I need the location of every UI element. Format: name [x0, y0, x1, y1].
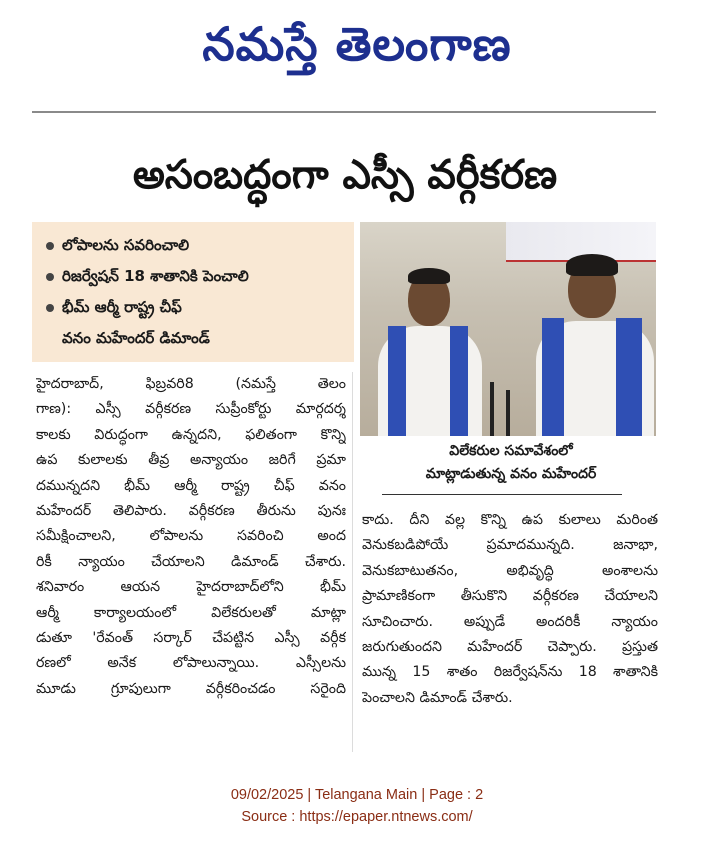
- microphone-icon: [506, 390, 510, 436]
- highlight-item: [46, 292, 354, 323]
- masthead-logo: నమస్తే తెలంగాణ: [202, 17, 512, 71]
- body-line: వెనుకబడిపోయే ప్రమాదమున్నది. జనాభా,: [362, 537, 658, 554]
- body-line: జరుగుతుందని మహేందర్ చెప్పారు. ప్రస్తుత: [362, 639, 658, 656]
- bullet-icon: [46, 273, 54, 281]
- page-footer: [0, 784, 714, 828]
- body-line: కాలకు విరుద్ధంగా ఉన్నదని, ఫలితంగా కొన్ని: [36, 426, 346, 443]
- highlight-text: రిజర్వేషన్ 18 శాతానికి పెంచాలి: [62, 267, 249, 285]
- body-line: ఆర్మీ కార్యాలయంలో విలేకరులతో మాట్లా: [36, 604, 346, 621]
- photo-caption: [376, 440, 646, 488]
- body-line: ప్రామాణికంగా తీసుకొని వర్గీకరణ చేయాలని: [362, 588, 658, 605]
- masthead-divider: [32, 111, 656, 113]
- article-body-right-column: [362, 508, 658, 711]
- highlight-text: వనం మహేందర్ డిమాండ్: [62, 329, 210, 347]
- highlight-item: [46, 230, 354, 261]
- bullet-icon: [46, 304, 54, 312]
- body-line: డుతూ 'రేవంత్ సర్కార్ చేపట్టిన ఎస్సీ వర్గీక: [36, 630, 346, 647]
- body-line: సమీక్షించాలని, లోపాలను సవరించి అంద: [36, 528, 346, 545]
- body-line: మహేందర్ తెలిపారు. వర్గీకరణ తీరును పునః: [36, 503, 346, 520]
- footer-source-link[interactable]: Source : https://epaper.ntnews.com/: [241, 809, 473, 825]
- person-right: [528, 236, 656, 436]
- body-line: రికీ న్యాయం చేయాలని డిమాండ్ చేశారు.: [36, 553, 346, 570]
- caption-divider: [382, 494, 622, 495]
- body-line: దమున్నదని భీమ్ ఆర్మీ రాష్ట్ర చీఫ్ వనం: [36, 477, 346, 494]
- body-line: కాదు. దీని వల్ల కొన్ని ఉప కులాలు మరింత: [362, 512, 658, 528]
- body-line: శనివారం ఆయన హైదరాబాద్‌లోని భీమ్: [36, 579, 346, 596]
- article-body-left-column: [36, 372, 346, 702]
- body-line: మూడు గ్రూపులుగా వర్గీకరించడం సరైంది: [36, 680, 346, 697]
- body-line: సూచించారు. అప్పుడే అందరికీ న్యాయం: [362, 613, 658, 630]
- article-paragraph: [362, 508, 658, 711]
- caption-line: విలేకరుల సమావేశంలో: [449, 443, 573, 459]
- footer-edition-info: 09/02/2025 | Telangana Main | Page : 2: [230, 787, 484, 803]
- highlight-item: [46, 261, 354, 292]
- highlights-list: [32, 222, 354, 354]
- microphone-icon: [490, 382, 494, 436]
- person-left: [370, 246, 490, 436]
- body-line: రణలో అనేక లోపాలున్నాయి. ఎస్సీలను: [36, 655, 346, 672]
- highlights-box: [32, 222, 354, 362]
- article-paragraph: [36, 372, 346, 702]
- caption-line: మాట్లాడుతున్న వనం మహేందర్: [425, 466, 597, 482]
- highlight-item: [46, 323, 354, 354]
- bullet-icon: [46, 242, 54, 250]
- highlight-text: లోపాలను సవరించాలి: [62, 236, 190, 254]
- body-line: మున్న 15 శాతం రిజర్వేషన్‌ను 18 శాతానికి: [362, 664, 658, 681]
- body-line: గాణ): ఎస్సీ వర్గీకరణ సుప్రీంకోర్టు మార్గదర్శ: [36, 401, 346, 418]
- highlight-text: భీమ్ ఆర్మీ రాష్ట్ర చీఫ్: [62, 298, 182, 316]
- body-line: వెనుకబాటుతనం, అభివృద్ధి అంశాలను: [362, 562, 658, 579]
- press-meet-photo: [360, 222, 656, 436]
- body-line: ఉప కులాలకు తీవ్ర అన్యాయం జరిగే ప్రమా: [36, 452, 346, 469]
- article-headline: అసంబద్ధంగా ఎస్సీ వర్గీకరణ: [132, 152, 558, 198]
- body-line: హైదరాబాద్, ఫిబ్రవరి8 (నమస్తే తెలం: [36, 376, 346, 392]
- body-line: పెంచాలని డిమాండ్ చేశారు.: [362, 689, 513, 706]
- column-divider: [352, 372, 353, 752]
